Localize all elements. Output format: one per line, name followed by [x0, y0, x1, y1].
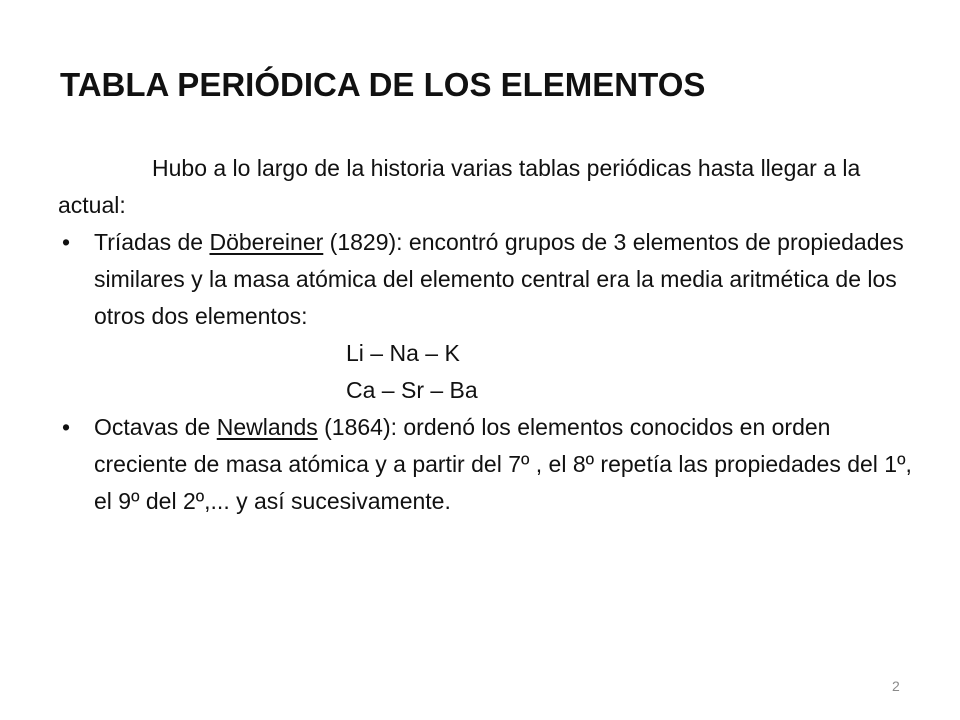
bullet-prefix: Octavas de — [94, 414, 217, 440]
bullet-newlands — [58, 409, 918, 520]
scientist-name-dobereiner: Döbereiner — [209, 229, 324, 255]
triad-ca-sr-ba: Ca – Sr – Ba — [346, 377, 478, 403]
scientist-name-newlands: Newlands — [216, 414, 318, 440]
bullet-text: (1864): ordenó los elementos conocidos en orden creciente de masa atómica y a partir del 7º , el 8º repetía las propiedades del 1º, el 9º del 2º,... y así sucesivamente. — [94, 414, 912, 514]
bullet-prefix: Tríadas de — [94, 229, 210, 255]
intro-paragraph: Hubo a lo largo de la historia varias tablas periódicas hasta llegar a la actual: — [58, 155, 861, 218]
triad-li-na-k: Li – Na – K — [346, 340, 460, 366]
bullet-marker: • — [62, 229, 71, 255]
bullet-marker: • — [62, 414, 71, 440]
slide-title: TABLA PERIÓDICA DE LOS ELEMENTOS — [60, 66, 706, 103]
bullet-dobereiner — [58, 224, 918, 335]
bullet-text: (1829): encontró grupos de 3 elementos de propiedades similares y la masa atómica del elemento central era la media aritmética de los otros dos elementos: — [94, 229, 904, 329]
slide-body — [58, 150, 918, 520]
page-number: 2 — [892, 678, 900, 694]
